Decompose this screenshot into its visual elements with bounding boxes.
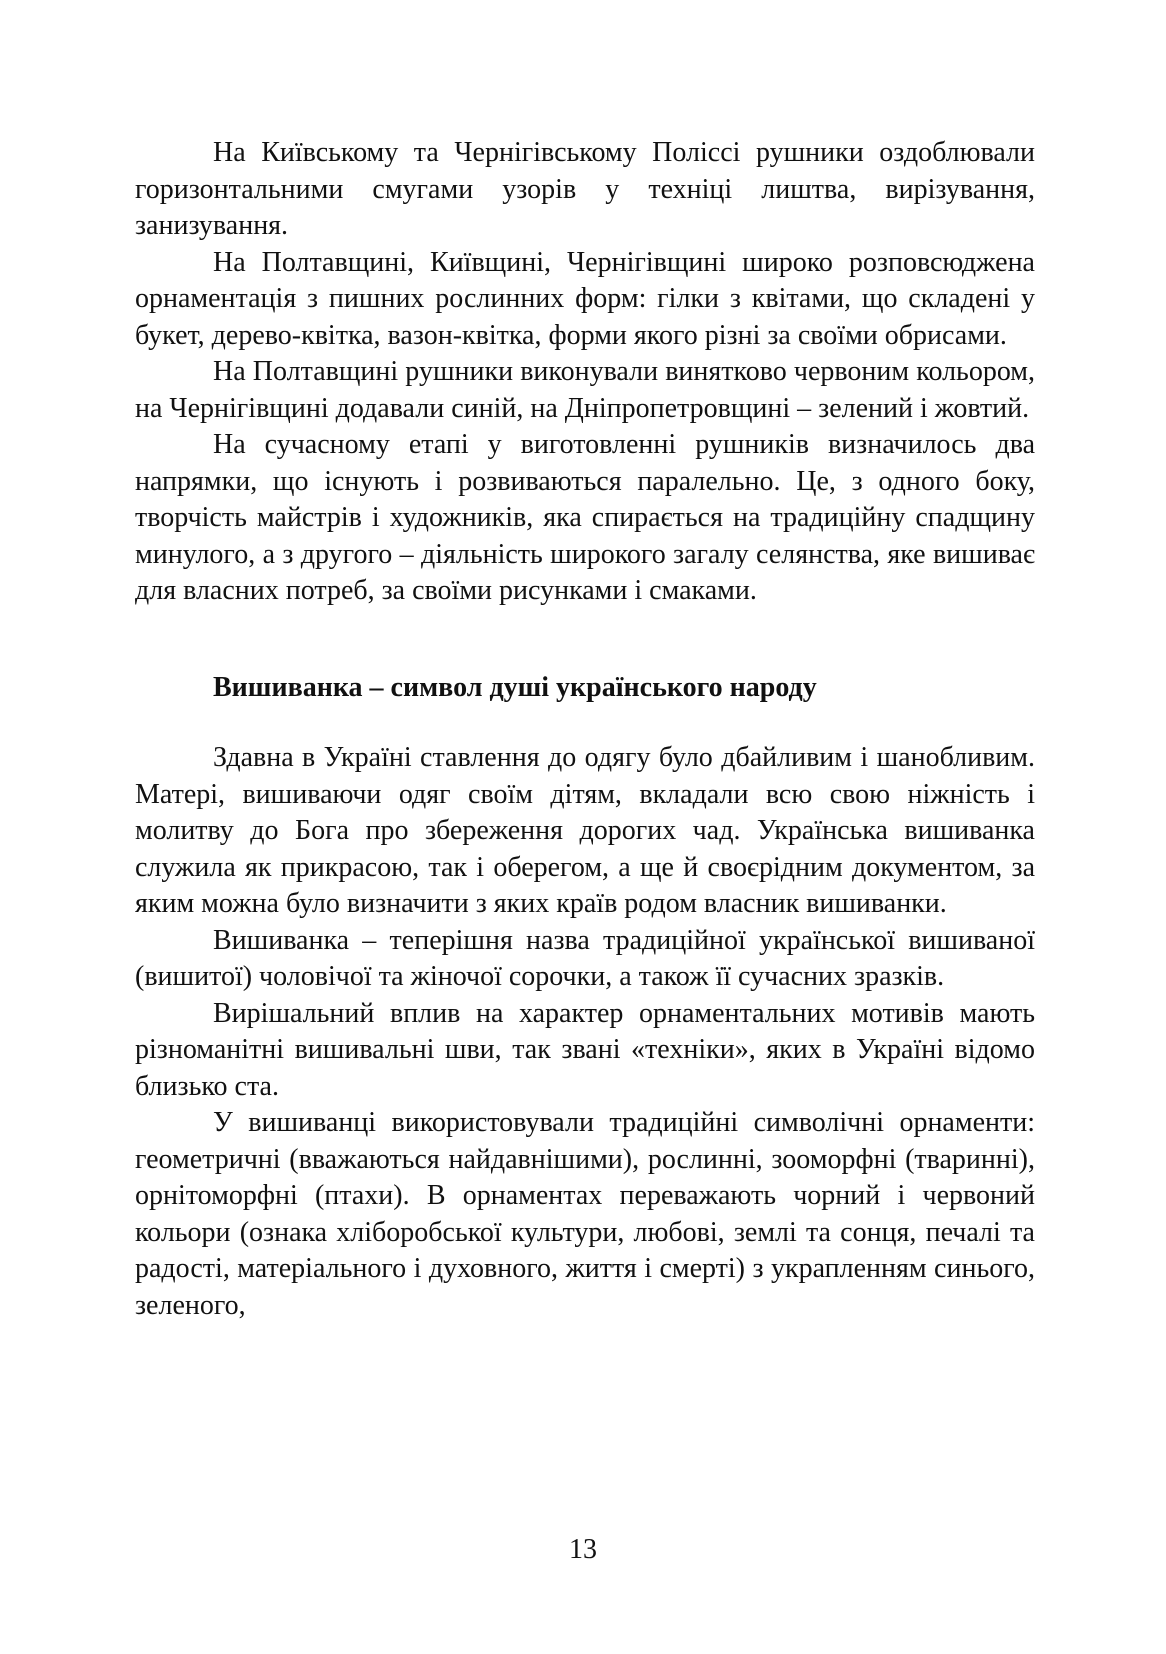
page-body: [135, 135, 1035, 1324]
paragraph-clothing-care: Здавна в Україні ставлення до одягу було дбайливим і шанобливим. Матері, вишиваючи одяг своїм дітям, вкладали всю свою ніжність і молитву до Бога про збереження дорогих чад. Українська вишиванка служила як прикрасою, так і оберегом, а ще й своєрідним документом, за яким можна було визначити з яких країв родом власник вишиванки.: [135, 742, 1035, 919]
paragraph-stitch-techniques: Вирішальний вплив на характер орнаментальних мотивів мають різноманітні вишивальні шви, так звані «техніки», яких в Україні відомо близько ста.: [135, 997, 1035, 1102]
page-number: 13: [569, 1534, 597, 1565]
paragraph-symbolic-ornaments: У вишиванці використовували традиційні символічні орнаменти: геометричні (вважаються найдавнішими), рослинні, зооморфні (тваринні), орнітоморфні (птахи). В орнаментах переважають чорний і червоний кольори (ознака хліборобської культури, любові, землі та сонця, печалі та радості, матеріального і духовного, життя і смерті) з украпленням синього, зеленого,: [135, 1107, 1035, 1321]
paragraph-floral-ornament: На Полтавщині, Київщині, Чернігівщині широко розповсюджена орнаментація з пишних рослинних форм: гілки з квітами, що складені у букет, дерево-квітка, вазон-квітка, форми якого різні за своїми обрисами.: [135, 246, 1035, 351]
paragraph-regional-colors: На Полтавщині рушники виконували винятково червоним кольором, на Чернігівщині додавали синій, на Дніпропетровщині – зелений і жовтий.: [135, 356, 1035, 424]
paragraph-polissia-towels: На Київському та Чернігівському Поліссі рушники оздоблювали горизонтальними смугами узорів у техніці лиштва, вирізування, занизування.: [135, 137, 1035, 241]
section-heading: Вишиванка – символ душі українського народу: [213, 671, 817, 703]
paragraph-vyshyvanka-definition: Вишиванка – теперішня назва традиційної української вишиваної (вишитої) чоловічої та жіночої сорочки, а також її сучасних зразків.: [135, 924, 1035, 992]
paragraph-modern-directions: На сучасному етапі у виготовленні рушників визначилось два напрямки, що існують і розвиваються паралельно. Це, з одного боку, творчість майстрів і художників, яка спирається на традиційну спадщину минулого, а з другого – діяльність широкого загалу селянства, яке вишиває для власних потреб, за своїми рисунками і смаками.: [135, 429, 1035, 606]
